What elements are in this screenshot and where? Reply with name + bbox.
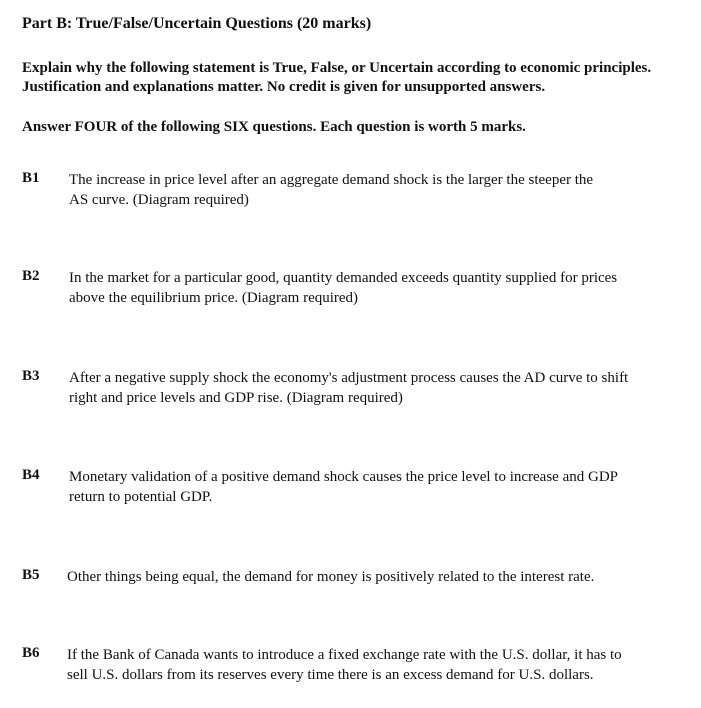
question-text-line-1: Monetary validation of a positive demand shock causes the price level to increase and GDP [69,469,618,485]
question-text [69,268,679,308]
question-text-line-1: If the Bank of Canada wants to introduce a fixed exchange rate with the U.S. dollar, it has to [67,647,622,663]
question-text-line-1: The increase in price level after an aggregate demand shock is the larger the steeper the [69,172,594,188]
question-text-line-2: sell U.S. dollars from its reserves every time there is an excess demand for U.S. dollars. [67,667,594,683]
choice-instruction: Answer FOUR of the following SIX questions. Each question is worth 5 marks. [22,119,526,135]
instructions-line-2: Justification and explanations matter. No credit is given for unsupported answers. [22,79,546,95]
question-text-line-2: above the equilibrium price. (Diagram required) [69,290,359,306]
question-number: B6 [22,645,40,661]
question-number: B1 [22,170,40,186]
instructions [22,59,692,97]
question-text [67,645,677,685]
question-number: B5 [22,567,40,583]
question-text [69,170,679,210]
question-text-line-1: After a negative supply shock the economy's adjustment process causes the AD curve to shift [69,370,629,386]
question-text-line-1: Other things being equal, the demand for money is positively related to the interest rate. [67,569,595,585]
section-heading: Part B: True/False/Uncertain Questions (20 marks) [22,15,372,32]
question-text-line-2: AS curve. (Diagram required) [69,192,249,208]
question-number: B4 [22,467,40,483]
question-text-line-2: return to potential GDP. [69,489,213,505]
question-text [67,567,677,587]
question-number: B3 [22,368,40,384]
question-text-line-1: In the market for a particular good, quantity demanded exceeds quantity supplied for prices [69,270,618,286]
question-text [69,368,679,408]
question-text [69,467,679,507]
instructions-line-1: Explain why the following statement is True, False, or Uncertain according to economic principles. [22,60,652,76]
question-text-line-2: right and price levels and GDP rise. (Diagram required) [69,390,403,406]
question-number: B2 [22,268,40,284]
